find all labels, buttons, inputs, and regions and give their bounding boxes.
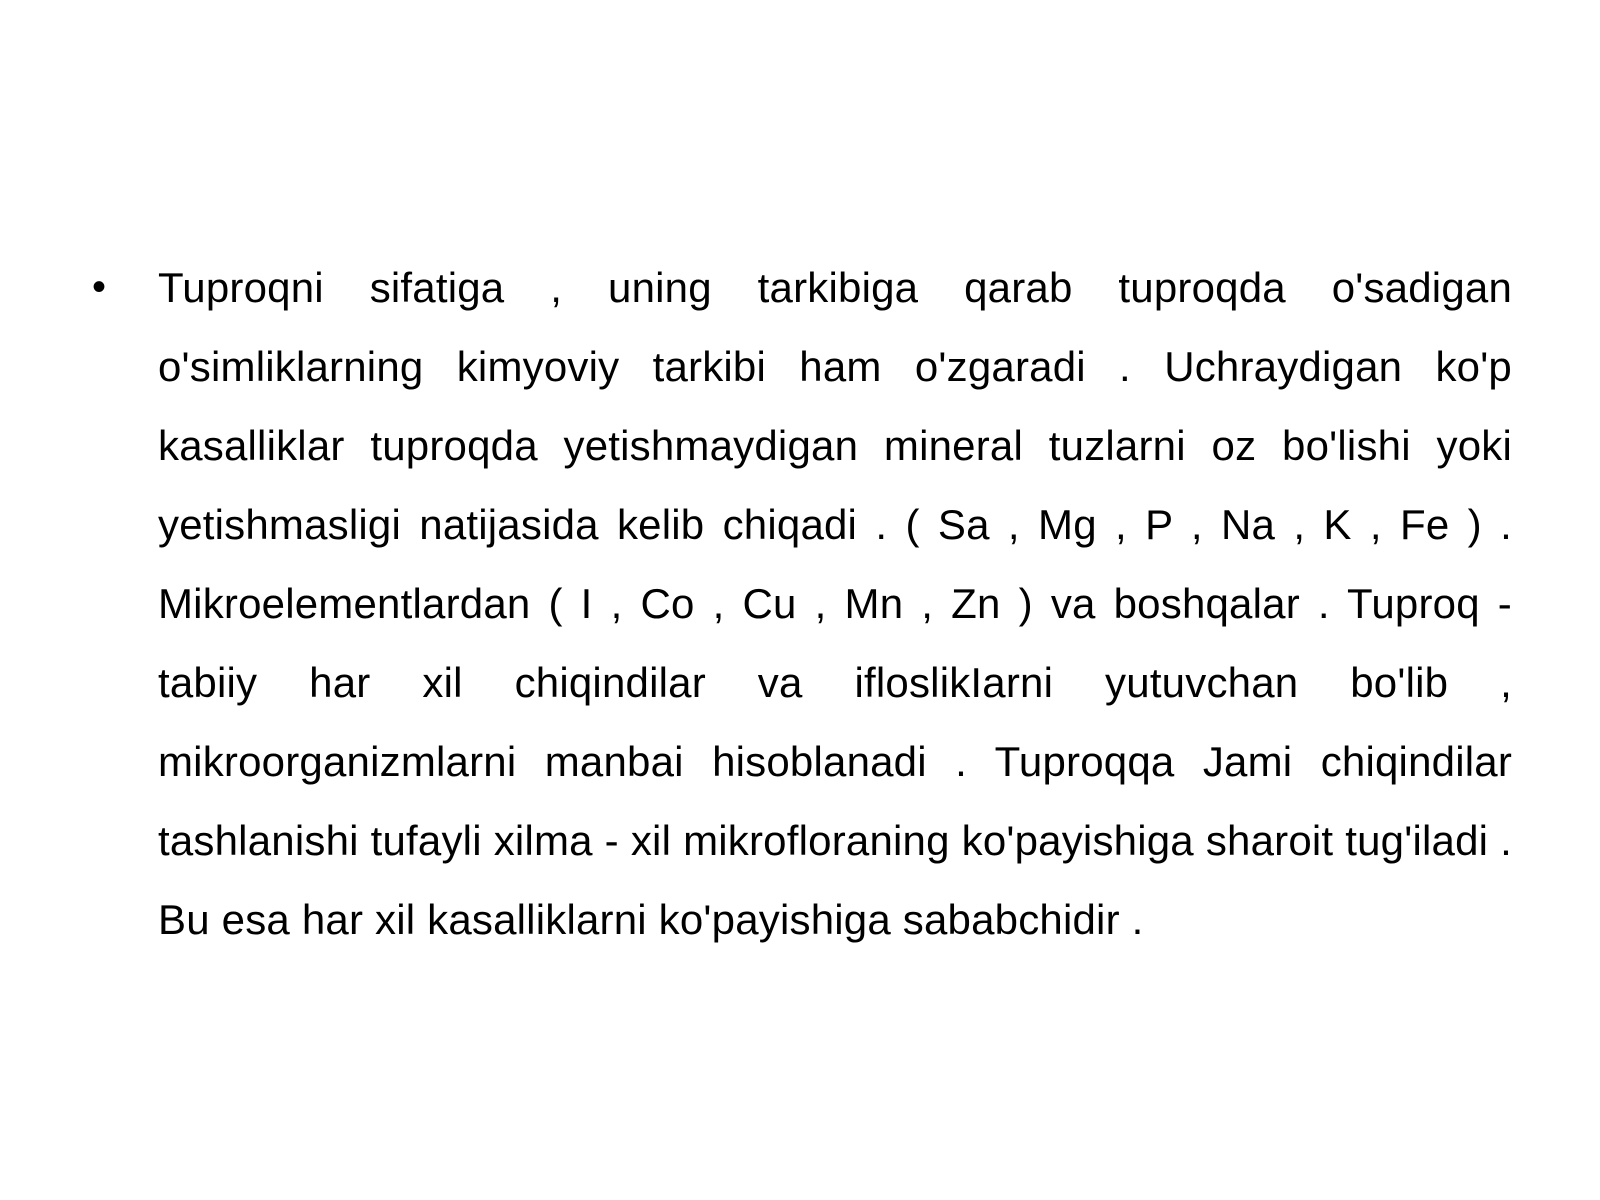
bullet-text: Tuproqni sifatiga , uning tarkibiga qarab tuproqda o'sadigan o'simliklarning kimyoviy tarkibi ham o'zgaradi . Uchraydigan ko'p kasalliklar tuproqda yetishmaydigan mineral tuzlarni oz bo'lishi yoki yetishmasligi natijasida kelib chiqadi . ( Sa , Mg , P , Na , K , Fe ) . Mikroelementlardan ( I , Co , Cu , Mn , Zn ) va boshqalar . Tuproq - tabiiy har xil chiqindilar va ifloslikIarni yutuvchan bo'lib , mikroorganizmlarni manbai hisoblanadi . Tuproqqa Jami chiqindilar tashlanishi tufayli xilma - xil mikrofloraning ko'payishiga sharoit tug'iladi . Bu esa har xil kasalliklarni ko'payishiga sababchidir . (158, 264, 1512, 943)
bullet-item (92, 248, 1512, 959)
bullet-list (92, 248, 1512, 959)
bullet-icon: • (92, 265, 107, 309)
